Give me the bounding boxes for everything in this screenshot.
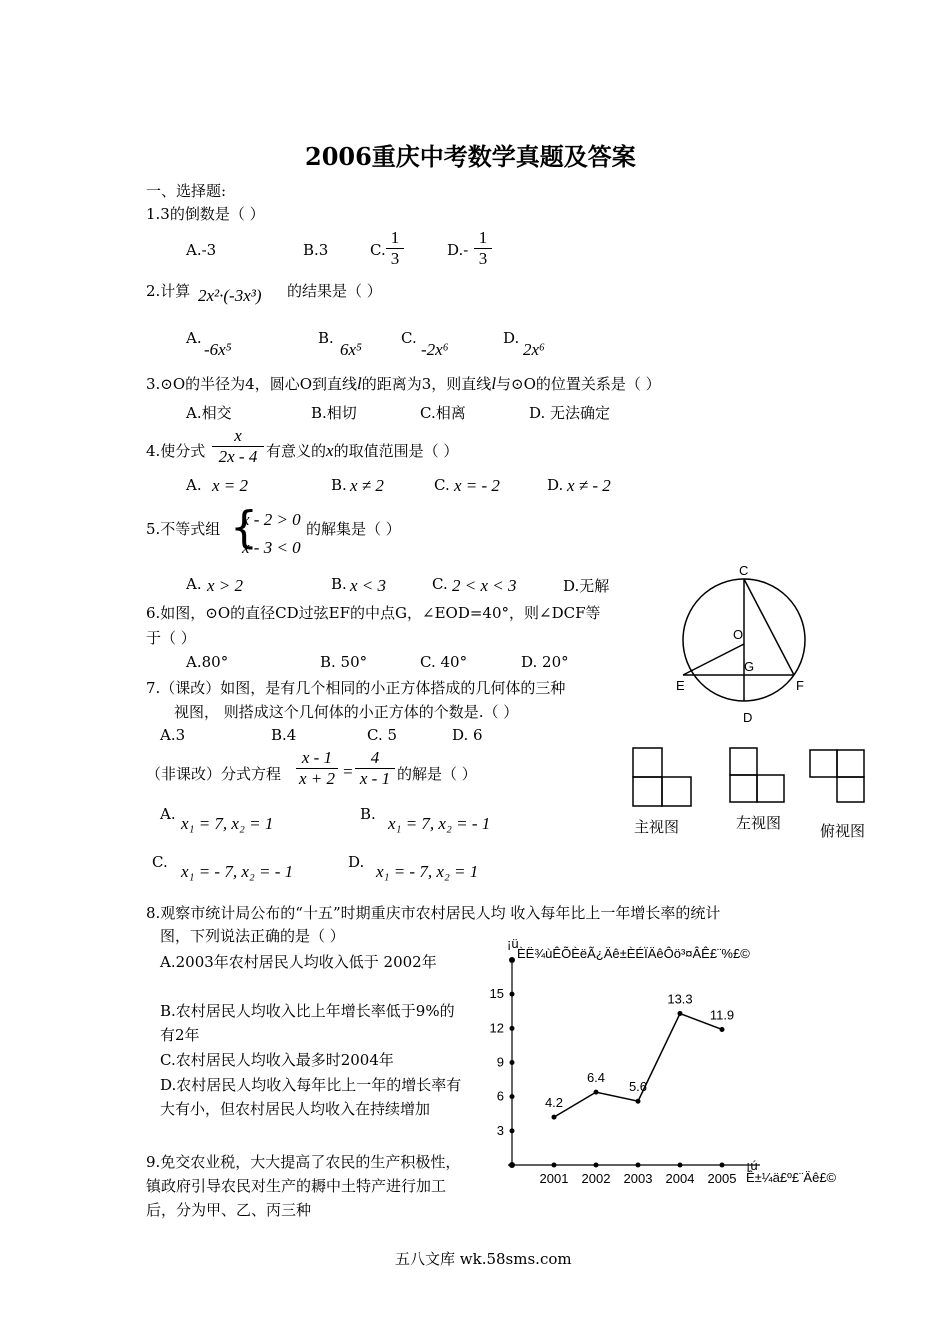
chart-x-tick-label: 2002 [581, 1171, 611, 1186]
segment-oe [683, 644, 744, 675]
q5-option-a-label: A. [186, 575, 202, 593]
circle-figure [670, 560, 820, 730]
chart-y-tick [510, 992, 515, 997]
chart-x-tick [720, 1163, 725, 1168]
chart-point [678, 1011, 683, 1016]
front-view-label: 主视图 [634, 818, 680, 836]
chart-y-tick-label: 3 [496, 1122, 504, 1138]
q5-inequality-1: x - 2 > 0 [242, 510, 301, 529]
q2-option-b-label: B. [318, 329, 334, 347]
q8-option-c: C.农村居民人均收入最多时2004年 [160, 1051, 394, 1069]
chart-y-tick-label: 12 [489, 1020, 504, 1036]
chart-data-label: 5.6 [628, 1079, 648, 1095]
label-e: E [676, 678, 685, 693]
q5-option-c-label: C. [432, 575, 448, 593]
label-d: D [743, 710, 753, 725]
q6-option-d: D. 20° [521, 653, 569, 671]
label-g: G [744, 659, 755, 674]
q8-option-b: B.农村居民人均收入比上年增长率低于9%的有2年 [160, 1002, 455, 1044]
q5-option-b: x < 3 [350, 576, 387, 595]
chart-x-tick-label: 2001 [539, 1171, 569, 1186]
chart-data-label: 6.4 [586, 1070, 606, 1086]
chart-y-top-dot [509, 957, 515, 963]
q6-option-c: C. 40° [420, 653, 468, 671]
q4-option-a: x = 2 [212, 476, 249, 495]
chart-y-tick [510, 1026, 515, 1031]
q4-option-b-label: B. [331, 476, 347, 494]
chart-y-marker: ¡ü [507, 936, 519, 951]
q7-option-d: D. 6 [452, 726, 483, 744]
q3-option-a: A.相交 [186, 404, 232, 422]
q8-option-a: A.2003年农村居民人均收入低于 2002年 [160, 953, 437, 971]
label-o: O [733, 627, 744, 642]
chart-x-tick [678, 1163, 683, 1168]
q2-stem-post: 的结果是（ ） [287, 282, 382, 300]
q1-fraction-d: 1 3 [474, 228, 492, 269]
q2-expression: 2x²·(-3x³) [198, 286, 262, 305]
q4-option-d-label: D. [547, 476, 564, 494]
chart-y-tick-label: 6 [496, 1088, 504, 1104]
q5-brace: { [230, 502, 258, 553]
q7-stem-line1: 7.（课改）如图，是有几个相同的小正方体搭成的几何体的三种 [146, 679, 566, 697]
q1-fraction-c: 1 3 [386, 228, 404, 269]
q8-option-d: D.农村居民人均收入每年比上一年的增长率有大有小，但农村居民人均收入在持续增加 [160, 1076, 462, 1118]
top-view-label: 俯视图 [820, 822, 866, 840]
chart-point [636, 1099, 641, 1104]
q3-stem: 3.⊙O的半径为4，圆心O到直线l的距离为3，则直线l与⊙O的位置关系是（ ） [146, 374, 661, 393]
q6-stem-line1: 6.如图，⊙O的直径CD过弦EF的中点G，∠EOD=40°，则∠DCF等 [146, 604, 601, 622]
q2-option-b: 6x⁵ [340, 340, 362, 359]
label-c: C [739, 563, 749, 578]
chart-x-tick-label: 2004 [665, 1171, 695, 1186]
page-title: 2006重庆中考数学真题及答案 [305, 142, 636, 171]
q2-option-a-label: A. [186, 329, 202, 347]
top-view [810, 750, 864, 802]
chart-point [720, 1027, 725, 1032]
q5-inequality-2: x - 3 < 0 [242, 538, 301, 557]
chart-origin-dot [509, 1162, 515, 1168]
q9-text: 9.免交农业税，大大提高了农民的生产积极性，镇政府引导农民对生产的耨中土特产进行加工后，分为甲、乙、丙三种 [146, 1153, 461, 1219]
growth-rate-chart [470, 930, 890, 1195]
q1-option-c: C. [370, 241, 386, 259]
q3-option-c: C.相离 [420, 404, 466, 422]
q4-stem-pre: 4.使分式 [146, 442, 206, 460]
q4-option-c: x = - 2 [454, 476, 500, 495]
q4-option-a-label: A. [186, 476, 202, 494]
chart-point [594, 1090, 599, 1095]
q7b-option-a-label: A. [160, 805, 176, 823]
q3-option-b: B.相切 [311, 404, 357, 422]
q5-stem-pre: 5.不等式组 [146, 520, 221, 538]
chart-point [552, 1115, 557, 1120]
q7b-fraction-1: x - 1 x + 2 [296, 748, 338, 789]
chart-x-tick [552, 1163, 557, 1168]
q3-option-d: D. 无法确定 [529, 404, 611, 422]
q7-option-b: B.4 [271, 726, 297, 744]
q7b-equals: = [342, 762, 354, 781]
left-view [730, 748, 784, 802]
q5-stem-post: 的解集是（ ） [306, 520, 401, 538]
q2-option-c: -2x⁶ [421, 340, 449, 359]
chart-data-label: 4.2 [544, 1095, 564, 1111]
q7b-option-a: x₁ = 7, x₂ = 1 [181, 814, 274, 833]
q7b-option-d: x₁ = - 7, x₂ = 1 [376, 862, 479, 881]
chart-y-tick [510, 1094, 515, 1099]
q7-stem-line2: 视图， 则搭成这个几何体的小正方体的个数是.（ ） [174, 703, 519, 721]
q7b-fraction-2: 4 x - 1 [355, 748, 395, 789]
q7-option-c: C. 5 [367, 726, 398, 744]
chart-data-label: 11.9 [709, 1007, 735, 1023]
footer-text: 五八文库 wk.58sms.com [395, 1250, 572, 1268]
q1-stem: 1.3的倒数是（ ） [146, 205, 265, 223]
chart-y-tick [510, 1060, 515, 1065]
q4-option-b: x ≠ 2 [350, 476, 384, 495]
q7b-option-b-label: B. [360, 805, 376, 823]
chart-y-tick-label: 9 [496, 1054, 504, 1070]
q7b-stem-pre: （非课改）分式方程 [146, 765, 282, 783]
left-view-label: 左视图 [736, 814, 782, 832]
q4-option-c-label: C. [434, 476, 450, 494]
q1-option-d: D.- [447, 241, 469, 259]
front-view [633, 748, 691, 806]
chart-title: ÈË¾ùÊÕÈëÃ¿Äê±ÈÉÏÄêÔö³¤ÂÊ£¨%£© [517, 946, 750, 961]
chart-y-tick-label: 15 [489, 986, 504, 1002]
q6-option-a: A.80° [186, 653, 229, 671]
q2-option-a: -6x⁵ [204, 340, 232, 359]
section-heading: 一、选择题: [146, 182, 227, 200]
three-views-figure [630, 745, 875, 815]
q2-stem-pre: 2.计算 [146, 282, 191, 300]
chart-y-tick [510, 1128, 515, 1133]
q4-option-d: x ≠ - 2 [567, 476, 611, 495]
q7b-option-c: x₁ = - 7, x₂ = - 1 [181, 862, 294, 881]
q1-option-a: A.-3 [186, 241, 217, 259]
q5-option-c: 2 < x < 3 [452, 576, 517, 595]
chart-x-tick-label: 2005 [707, 1171, 737, 1186]
chart-x-tick [636, 1163, 641, 1168]
q1-option-b: B.3 [303, 241, 329, 259]
q5-option-a: x > 2 [207, 576, 244, 595]
q6-option-b: B. 50° [320, 653, 368, 671]
chart-x-tick-label: 2003 [623, 1171, 653, 1186]
q7b-option-d-label: D. [348, 853, 365, 871]
q2-option-c-label: C. [401, 329, 417, 347]
q7b-stem-post: 的解是（ ） [397, 765, 477, 783]
q8-stem-line1: 8.观察市统计局公布的“十五”时期重庆市农村居民人均 收入每年比上一年增长率的统计 [146, 904, 721, 922]
label-f: F [796, 678, 804, 693]
chart-x-marker: ¡ú [746, 1158, 758, 1173]
q2-option-d: 2x⁶ [523, 340, 545, 359]
q6-stem-line2: 于（ ） [146, 629, 196, 647]
chart-x-label: Ê±¼ä£º£¨Äê£© [746, 1170, 837, 1185]
chart-data-label: 13.3 [667, 991, 693, 1007]
q4-fraction: x 2x - 4 [212, 426, 264, 467]
q5-option-d: D.无解 [563, 577, 610, 595]
q8-stem-line2: 图，下列说法正确的是（ ） [160, 927, 345, 945]
q5-option-b-label: B. [331, 575, 347, 593]
q7b-option-b: x₁ = 7, x₂ = - 1 [388, 814, 491, 833]
q7b-option-c-label: C. [152, 853, 168, 871]
q2-option-d-label: D. [503, 329, 520, 347]
chart-x-tick [594, 1163, 599, 1168]
q4-stem-post: 有意义的x的取值范围是（ ） [266, 441, 459, 460]
q7-option-a: A.3 [160, 726, 186, 744]
